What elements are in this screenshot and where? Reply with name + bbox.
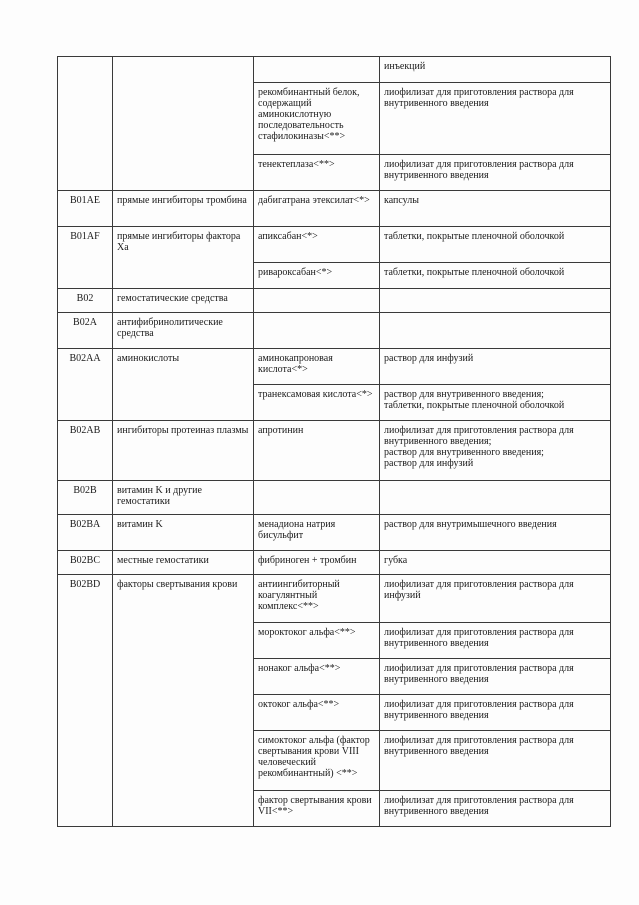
table-row — [58, 551, 611, 575]
form-cell — [380, 289, 611, 313]
table-row — [58, 289, 611, 313]
drug-cell: менадиона натрия бисульфит — [254, 515, 380, 551]
drug-cell: нонаког альфа<**> — [254, 659, 380, 695]
table-row — [58, 227, 611, 263]
drug-cell — [254, 481, 380, 515]
form-cell: таблетки, покрытые пленочной оболочкой — [380, 227, 611, 263]
table-row — [58, 349, 611, 385]
atc-code-cell: B02BD — [58, 575, 113, 827]
group-cell — [113, 57, 254, 191]
group-cell: прямые ингибиторы тромбина — [113, 191, 254, 227]
drug-cell: аминокапроновая кислота<*> — [254, 349, 380, 385]
group-cell: местные гемостатики — [113, 551, 254, 575]
drug-cell: рекомбинантный белок, содержащий аминокислотную последовательность стафилокиназы<**> — [254, 83, 380, 155]
atc-code-cell: B01AF — [58, 227, 113, 289]
atc-code-cell: B02 — [58, 289, 113, 313]
drug-cell: апротинин — [254, 421, 380, 481]
form-cell: лиофилизат для приготовления раствора для внутривенного введения — [380, 623, 611, 659]
form-cell: лиофилизат для приготовления раствора для внутривенного введения — [380, 791, 611, 827]
form-cell: лиофилизат для приготовления раствора для инфузий — [380, 575, 611, 623]
atc-code-cell: B02A — [58, 313, 113, 349]
form-cell: губка — [380, 551, 611, 575]
group-cell: прямые ингибиторы фактора Xa — [113, 227, 254, 289]
drug-cell: ривароксабан<*> — [254, 263, 380, 289]
group-cell: витамин K и другие гемостатики — [113, 481, 254, 515]
drug-cell — [254, 313, 380, 349]
drug-cell: апиксабан<*> — [254, 227, 380, 263]
group-cell: витамин K — [113, 515, 254, 551]
drug-cell: транексамовая кислота<*> — [254, 385, 380, 421]
group-cell: ингибиторы протеиназ плазмы — [113, 421, 254, 481]
table-row — [58, 421, 611, 481]
drug-cell: дабигатрана этексилат<*> — [254, 191, 380, 227]
drug-table — [57, 56, 611, 827]
drug-cell: мороктоког альфа<**> — [254, 623, 380, 659]
table-row — [58, 191, 611, 227]
form-cell: лиофилизат для приготовления раствора для внутривенного введения — [380, 659, 611, 695]
drug-cell — [254, 289, 380, 313]
form-cell: лиофилизат для приготовления раствора для внутривенного введения — [380, 83, 611, 155]
form-cell — [380, 481, 611, 515]
group-cell: аминокислоты — [113, 349, 254, 421]
drug-cell: антиингибиторный коагулянтный комплекс<**> — [254, 575, 380, 623]
table-row — [58, 481, 611, 515]
drug-cell — [254, 57, 380, 83]
atc-code-cell: B01AE — [58, 191, 113, 227]
atc-code-cell: B02B — [58, 481, 113, 515]
form-cell: лиофилизат для приготовления раствора для внутривенного введения — [380, 695, 611, 731]
drug-cell: октоког альфа<**> — [254, 695, 380, 731]
table-row — [58, 57, 611, 83]
form-cell: раствор для внутримышечного введения — [380, 515, 611, 551]
form-cell: лиофилизат для приготовления раствора для внутривенного введения; раствор для внутривенного введения; раствор для инфузий — [380, 421, 611, 481]
table-row — [58, 515, 611, 551]
atc-code-cell: B02BA — [58, 515, 113, 551]
atc-code-cell: B02AB — [58, 421, 113, 481]
form-cell: лиофилизат для приготовления раствора для внутривенного введения — [380, 731, 611, 791]
group-cell: факторы свертывания крови — [113, 575, 254, 827]
group-cell: антифибринолитические средства — [113, 313, 254, 349]
drug-cell: симоктоког альфа (фактор свертывания крови VIII человеческий рекомбинантный) <**> — [254, 731, 380, 791]
atc-code-cell — [58, 57, 113, 191]
table-row — [58, 575, 611, 623]
form-cell: инъекций — [380, 57, 611, 83]
drug-cell: тенектеплаза<**> — [254, 155, 380, 191]
group-cell: гемостатические средства — [113, 289, 254, 313]
form-cell — [380, 313, 611, 349]
form-cell: раствор для инфузий — [380, 349, 611, 385]
form-cell: лиофилизат для приготовления раствора для внутривенного введения — [380, 155, 611, 191]
form-cell: таблетки, покрытые пленочной оболочкой — [380, 263, 611, 289]
atc-code-cell: B02AA — [58, 349, 113, 421]
atc-code-cell: B02BC — [58, 551, 113, 575]
table-row — [58, 313, 611, 349]
drug-cell: фибриноген + тромбин — [254, 551, 380, 575]
form-cell: раствор для внутривенного введения; таблетки, покрытые пленочной оболочкой — [380, 385, 611, 421]
form-cell: капсулы — [380, 191, 611, 227]
drug-cell: фактор свертывания крови VII<**> — [254, 791, 380, 827]
